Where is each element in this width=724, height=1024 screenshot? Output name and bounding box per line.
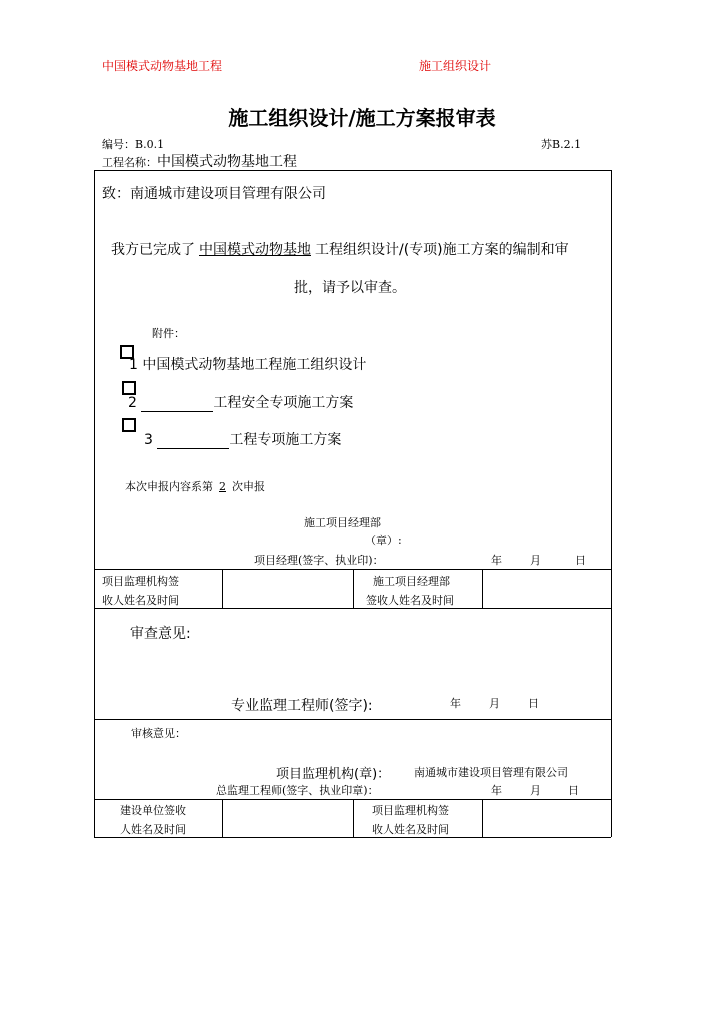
attachment-1-text: 中国模式动物基地工程施工组织设计 — [142, 357, 367, 373]
contractor-seal: （章）: — [365, 534, 402, 547]
contractor-dept: 施工项目经理部 — [304, 516, 381, 529]
submission-prefix: 本次申报内容系第 — [125, 480, 213, 493]
attachment-3-blank — [157, 434, 229, 449]
supervision-org-name: 南通城市建设项目管理有限公司 — [414, 766, 568, 779]
header-doc-type: 施工组织设计 — [419, 59, 492, 73]
attachment-1-num: 1 — [129, 357, 138, 373]
statement-line-1 — [111, 239, 569, 259]
audit-month: 月 — [530, 784, 541, 797]
review-month: 月 — [489, 697, 500, 710]
receipt2-left-line1: 建设单位签收 — [120, 804, 186, 817]
project-name-row — [102, 151, 297, 171]
receipt1-left-line1: 项目监理机构签 — [102, 575, 179, 588]
divider — [353, 569, 354, 608]
attachment-3-num: 3 — [144, 432, 153, 448]
divider — [94, 719, 611, 720]
attachments-label: 附件： — [152, 327, 185, 340]
statement-project: 中国模式动物基地 — [199, 242, 311, 258]
audit-year: 年 — [491, 784, 502, 797]
divider — [353, 799, 354, 837]
receipt1-left-value[interactable] — [223, 570, 352, 607]
divider — [94, 837, 611, 838]
statement-prefix: 我方已完成了 — [111, 242, 195, 258]
manager-sign-label: 项目经理(签字、执业印)： — [254, 554, 384, 567]
supervision-org-label: 项目监理机构(章)： — [276, 767, 391, 782]
audit-day: 日 — [568, 784, 579, 797]
statement-suffix: 工程组织设计/(专项)施工方案的编制和审 — [315, 242, 569, 258]
divider — [94, 170, 95, 837]
divider — [94, 608, 611, 609]
attachment-2-blank — [141, 397, 213, 412]
submission-suffix: 次申报 — [232, 480, 265, 493]
receipt2-left-value[interactable] — [223, 800, 352, 836]
submission-count: 2 — [219, 480, 226, 493]
audit-label: 审核意见： — [131, 727, 186, 740]
attachment-3-text: 工程专项施工方案 — [229, 432, 342, 448]
attachment-3-checkbox[interactable] — [122, 418, 136, 432]
receipt1-right-line1: 施工项目经理部 — [373, 575, 450, 588]
page-title: 施工组织设计/施工方案报审表 — [228, 106, 496, 130]
review-day: 日 — [528, 697, 539, 710]
review-year: 年 — [450, 697, 461, 710]
receipt2-right-line1: 项目监理机构签 — [372, 804, 449, 817]
divider — [611, 170, 612, 837]
chief-engineer-sign-label: 总监理工程师(签字、执业印章)： — [216, 784, 379, 797]
submission-line — [125, 478, 265, 494]
receipt1-right-value[interactable] — [483, 570, 610, 607]
receipt1-left-line2: 收人姓名及时间 — [102, 594, 179, 607]
receipt2-right-line2: 收人姓名及时间 — [372, 823, 449, 836]
form-code: 苏B.2.1 — [541, 138, 582, 151]
statement-line-2: 批，请予以审查。 — [294, 280, 406, 296]
attachment-3 — [144, 429, 341, 449]
receipt2-right-value[interactable] — [483, 800, 610, 836]
engineer-sign-label: 专业监理工程师(签字): — [231, 698, 373, 714]
attachment-2 — [128, 392, 353, 412]
review-label: 审查意见: — [130, 626, 191, 642]
project-name-value: 中国模式动物基地工程 — [157, 154, 297, 170]
addressee: 致：南通城市建设项目管理有限公司 — [102, 186, 326, 202]
divider — [94, 170, 611, 171]
attachment-2-num: 2 — [128, 395, 137, 411]
date-year: 年 — [491, 554, 502, 567]
date-day: 日 — [575, 554, 586, 567]
header-project: 中国模式动物基地工程 — [102, 59, 223, 73]
attachment-1 — [129, 354, 366, 374]
receipt1-right-line2: 签收人姓名及时间 — [366, 594, 454, 607]
code-label: 编号：B.0.1 — [102, 138, 165, 151]
project-name-label: 工程名称： — [102, 156, 157, 169]
receipt2-left-line2: 人姓名及时间 — [120, 823, 186, 836]
attachment-2-text: 工程安全专项施工方案 — [213, 395, 354, 411]
date-month: 月 — [530, 554, 541, 567]
